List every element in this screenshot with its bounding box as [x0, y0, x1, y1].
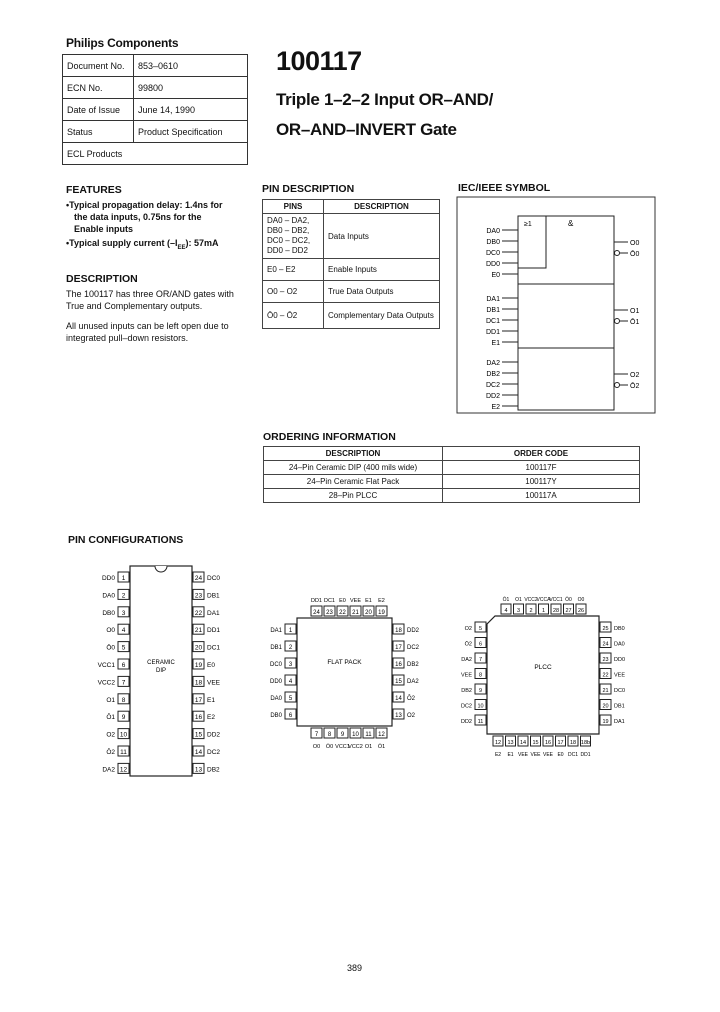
column-header: ORDER CODE	[443, 447, 640, 461]
pin-desc: Complementary Data Outputs	[324, 303, 440, 329]
ordering-heading: ORDERING INFORMATION	[263, 431, 396, 443]
plcc-pin-signal: E2	[494, 752, 502, 758]
iec-input-label: DD1	[485, 329, 500, 336]
iec-inversion-bubble	[615, 383, 620, 388]
plcc-pin-signal: VEE	[614, 672, 626, 679]
feature-line: the data inputs, 0.75ns for the	[74, 212, 202, 222]
plcc-pin-signal: DC0	[614, 688, 626, 694]
dip-pin-signal: DD2	[207, 731, 221, 739]
plcc-pin-signal: DA1	[614, 719, 625, 725]
iec-output-label: O0	[630, 240, 640, 247]
plcc-pin-number: 6	[478, 641, 483, 648]
flat-pin-number: 7	[314, 732, 319, 738]
title-line-2: OR–AND–INVERT Gate	[276, 120, 457, 139]
pin-name: O0 – O2	[263, 281, 324, 303]
iec-input-label: DD0	[485, 261, 500, 268]
dip-pin-signal: DA0	[102, 592, 115, 600]
flat-pin-signal: Ō1	[377, 744, 386, 750]
dip-pin-number: 9	[121, 714, 126, 722]
description-line: integrated pull–down resistors.	[66, 333, 189, 343]
dip-pin-number: 1	[121, 575, 126, 582]
dip-pin-signal: DD0	[101, 575, 115, 582]
info-value: 99800	[134, 77, 248, 99]
dip-pin-signal: O2	[106, 731, 115, 739]
flat-pin-signal: O1	[364, 744, 373, 750]
iec-output-label: O1	[630, 308, 640, 315]
plcc-pin-number: 8	[478, 672, 483, 679]
dip-pin-signal: VEE	[207, 679, 221, 687]
iec-output-label: O2	[630, 372, 640, 379]
dip-pin-number: 24	[194, 575, 203, 582]
plcc-pin-signal: DB0	[614, 626, 625, 632]
plcc-pin-signal: DC2	[460, 703, 472, 710]
iec-input-label: DC0	[485, 250, 500, 257]
plcc-pin-signal: DC1	[567, 752, 579, 758]
flat-pin-number: 12	[378, 732, 385, 738]
description-line: True and Complementary outputs.	[66, 301, 203, 311]
flat-pin-signal: VCC2	[348, 744, 363, 750]
flat-pin-number: 13	[395, 713, 402, 719]
flat-pin-signal: DD1	[310, 598, 323, 604]
pin-name: DB0 – DB2,	[267, 226, 310, 235]
plcc-label: PLCC	[534, 664, 552, 671]
description-body	[66, 288, 234, 344]
dip-pin-number: 16	[194, 714, 203, 722]
plcc-pin-number: 12	[494, 740, 502, 746]
order-code: 100117F	[443, 461, 640, 475]
plcc-pin-number: 9	[478, 688, 483, 694]
pin-desc: Data Inputs	[324, 214, 440, 259]
description-heading: DESCRIPTION	[66, 273, 138, 285]
plcc-pin-number: 25	[602, 626, 609, 632]
info-value: 853–0610	[134, 55, 248, 77]
pin-desc: True Data Outputs	[324, 281, 440, 303]
flat-pin-number: 17	[395, 645, 402, 651]
dip-pin-signal: E1	[207, 696, 215, 704]
dip-pin-signal: DC2	[207, 749, 221, 756]
plcc-pin-signal: DD2	[460, 719, 472, 725]
feature-line	[66, 237, 223, 254]
dip-pin-signal: DA1	[207, 609, 220, 617]
flat-pin-number: 21	[352, 610, 359, 616]
flat-pin-number: 8	[327, 732, 332, 738]
plcc-pin-number: 7	[478, 657, 483, 663]
flat-pin-signal: DA1	[270, 628, 282, 634]
dip-pin-signal: DA2	[102, 766, 115, 774]
dip-pin-signal: Ō0	[106, 644, 115, 652]
flat-pin-signal: DD2	[407, 628, 420, 634]
pin-desc: Enable Inputs	[324, 259, 440, 281]
flat-pin-number: 10	[352, 732, 359, 738]
iec-symbol-diagram	[456, 196, 656, 414]
dip-pin-number: 22	[194, 609, 203, 617]
pin-name: DA0 – DA2,	[267, 216, 310, 225]
plcc-pin-number: 18b	[580, 740, 591, 746]
plcc-pin-signal: O0	[577, 597, 585, 603]
dip-pin-number: 10	[119, 731, 128, 739]
dip-pin-number: 12	[119, 766, 128, 774]
flat-pin-signal: E2	[378, 598, 385, 604]
dip-pin-signal: DC0	[207, 575, 221, 582]
order-code: 100117Y	[443, 475, 640, 489]
flat-pin-number: 14	[395, 696, 402, 702]
flat-pin-number: 1	[288, 628, 293, 634]
plcc-pin-signal: DD0	[614, 657, 626, 663]
column-header: PINS	[263, 200, 324, 214]
iec-section-box	[518, 348, 614, 410]
dip-pin-number: 14	[194, 749, 203, 756]
iec-input-label: E2	[491, 404, 500, 411]
flat-pin-signal: O0	[312, 744, 321, 750]
dip-pin-number: 13	[194, 766, 203, 774]
iec-or-label: ≥1	[524, 221, 532, 228]
iec-input-label: DB2	[486, 371, 500, 378]
flatpack-package-diagram	[255, 588, 430, 758]
plcc-pin-signal: VCCA	[536, 597, 551, 603]
info-product-line: ECL Products	[63, 143, 248, 165]
flat-pin-number: 19	[378, 610, 385, 616]
dip-pin-number: 21	[194, 627, 203, 635]
plcc-pin-signal: VEE	[530, 752, 541, 758]
flat-pin-number: 16	[395, 662, 402, 668]
feature-text: ): 57mA	[185, 238, 219, 248]
flat-pin-signal: VCC1	[335, 744, 350, 750]
dip-pin-signal: E2	[207, 714, 215, 722]
dip-label: DIP	[155, 668, 167, 674]
iec-inversion-bubble	[615, 251, 620, 256]
plcc-pin-signal: VCC2	[524, 597, 538, 603]
iec-input-label: DA1	[486, 296, 500, 303]
features-list	[66, 199, 223, 254]
dip-pin-signal: DB0	[102, 609, 115, 617]
dip-pin-number: 6	[121, 662, 126, 669]
pin-name: DD0 – DD2	[267, 246, 308, 255]
plcc-pin-number: 24	[602, 641, 609, 648]
plcc-pin-number: 2	[529, 608, 533, 614]
flat-pin-number: 23	[326, 610, 333, 616]
flat-pin-signal: DB1	[270, 645, 282, 651]
pin-description-heading: PIN DESCRIPTION	[262, 183, 355, 195]
plcc-pin-number: 21	[602, 688, 609, 694]
table-row	[263, 214, 440, 259]
features-heading: FEATURES	[66, 184, 122, 196]
flat-pin-signal: E1	[365, 598, 372, 604]
plcc-pin-number: 20	[602, 703, 609, 710]
flat-pin-signal: DA2	[407, 679, 419, 685]
flat-pin-number: 18	[395, 628, 402, 634]
page-number: 389	[347, 963, 363, 973]
feature-line: Enable inputs	[74, 224, 134, 234]
table-row	[63, 99, 248, 121]
iec-inversion-bubble	[615, 319, 620, 324]
iec-section-box	[518, 216, 614, 284]
feature-sub: EE	[177, 244, 186, 251]
dip-pin-number: 5	[121, 644, 126, 652]
dip-pin-signal: O0	[106, 627, 115, 635]
iec-output-label: Ō1	[630, 319, 640, 326]
table-row	[63, 55, 248, 77]
plcc-pin-number: 1	[541, 608, 546, 614]
dip-pin-signal: Ō2	[106, 749, 115, 756]
plcc-pin-signal: E0	[557, 752, 564, 758]
plcc-pin-number: 17	[557, 740, 564, 746]
info-value: June 14, 1990	[134, 99, 248, 121]
flat-pin-number: 22	[339, 610, 346, 616]
dip-pin-number: 7	[121, 679, 126, 687]
plcc-pin-number: 26	[577, 608, 585, 614]
dip-pin-number: 4	[121, 627, 126, 635]
table-row	[264, 461, 640, 475]
iec-heading: IEC/IEEE SYMBOL	[458, 182, 551, 194]
iec-input-label: DB0	[486, 239, 500, 246]
dip-pin-signal: DC1	[207, 644, 221, 652]
dip-pin-number: 8	[121, 696, 126, 704]
flat-pin-signal: Ō0	[325, 744, 334, 750]
iec-input-label: DA0	[486, 228, 500, 235]
plcc-pin-signal: VCC1	[549, 597, 563, 603]
iec-input-label: E0	[491, 272, 500, 279]
iec-input-label: DC1	[485, 318, 500, 325]
table-row	[264, 489, 640, 503]
plcc-pin-number: 23	[602, 657, 609, 663]
plcc-pin-number: 10	[477, 703, 484, 710]
plcc-pin-number: 28	[552, 608, 560, 614]
dip-pin-number: 15	[194, 731, 203, 739]
flat-body	[297, 618, 392, 726]
document-info-table	[62, 54, 248, 165]
plcc-pin-number: 3	[516, 608, 521, 614]
iec-input-label: DD2	[485, 393, 500, 400]
flat-pin-signal: O2	[407, 713, 416, 719]
flat-pin-signal: DC1	[323, 598, 336, 604]
dip-pin-signal: E0	[207, 662, 215, 669]
plcc-package-diagram	[445, 584, 640, 766]
dip-pin-number: 20	[194, 644, 203, 652]
dip-pin-signal: DB1	[207, 592, 220, 600]
flat-pin-signal: DC0	[269, 662, 282, 668]
table-row	[264, 475, 640, 489]
info-key: Document No.	[63, 55, 134, 77]
plcc-pin-signal: DA2	[461, 657, 472, 663]
dip-label: CERAMIC	[147, 660, 175, 666]
flat-pin-signal: DD0	[269, 679, 282, 685]
plcc-pin-signal: VEE	[542, 752, 554, 758]
plcc-pin-signal: VEE	[460, 672, 472, 679]
plcc-pin-signal: O2	[464, 626, 472, 632]
ordering-table	[263, 446, 640, 503]
table-row	[63, 143, 248, 165]
dip-pin-number: 17	[194, 696, 203, 704]
dip-pin-signal: DD1	[207, 627, 221, 635]
description-line: The 100117 has three OR/AND gates with	[66, 289, 234, 299]
dip-package-diagram	[86, 560, 236, 780]
flat-pin-signal: E0	[339, 598, 346, 604]
plcc-pin-signal: VEE	[517, 752, 529, 758]
plcc-pin-signal: O1	[515, 597, 522, 603]
flat-pin-number: 9	[340, 732, 345, 738]
dip-pin-number: 2	[121, 592, 126, 600]
iec-input-label: DA2	[486, 360, 500, 367]
flat-pin-number: 15	[395, 679, 402, 685]
iec-or-box	[518, 216, 546, 268]
order-code: 100117A	[443, 489, 640, 503]
order-desc: 24–Pin Ceramic Flat Pack	[264, 475, 443, 489]
flat-pin-number: 4	[288, 679, 293, 685]
description-line: All unused inputs can be left open due to	[66, 321, 229, 331]
plcc-pin-number: 15	[532, 740, 539, 746]
iec-input-label: DB1	[486, 307, 500, 314]
flat-pin-signal: DA0	[270, 696, 282, 702]
plcc-pin-number: 13	[507, 740, 514, 746]
dip-pin-signal: VCC1	[97, 662, 115, 669]
table-row	[63, 77, 248, 99]
plcc-pin-signal: Ō2	[464, 641, 472, 648]
plcc-pin-signal: Ō1	[502, 597, 510, 603]
table-row	[263, 281, 440, 303]
pin-description-table	[262, 199, 440, 329]
plcc-pin-number: 5	[478, 626, 483, 632]
plcc-pin-signal: DA0	[614, 641, 625, 648]
dip-pin-number: 23	[194, 592, 203, 600]
plcc-pin-number: 19	[602, 719, 609, 725]
info-key: ECN No.	[63, 77, 134, 99]
plcc-body	[487, 616, 599, 734]
dip-pin-number: 19	[194, 662, 203, 669]
pin-name: E0 – E2	[263, 259, 324, 281]
info-key: Date of Issue	[63, 99, 134, 121]
dip-notch	[155, 566, 167, 572]
flat-pin-number: 20	[365, 610, 372, 616]
plcc-pin-number: 11	[477, 719, 484, 725]
flat-pin-signal: Ō2	[407, 696, 416, 702]
iec-output-label: Ō2	[630, 383, 640, 390]
plcc-pin-number: 27	[565, 608, 572, 614]
flat-pin-signal: DB0	[270, 713, 282, 719]
order-desc: 24–Pin Ceramic DIP (400 mils wide)	[264, 461, 443, 475]
pin-name: DC0 – DC2,	[267, 236, 311, 245]
order-desc: 28–Pin PLCC	[264, 489, 443, 503]
table-row	[63, 121, 248, 143]
table-header-row	[263, 200, 440, 214]
table-header-row	[264, 447, 640, 461]
iec-and-label: &	[568, 219, 574, 228]
flat-pin-number: 24	[313, 610, 320, 616]
flat-pin-signal: VEE	[349, 598, 362, 604]
plcc-pin-number: 14	[519, 740, 527, 746]
dip-pin-signal: O1	[106, 696, 115, 704]
plcc-pin-signal: E1	[507, 752, 514, 758]
flat-pin-number: 5	[288, 696, 293, 702]
iec-output-label: Ō0	[630, 251, 640, 258]
plcc-pin-signal: DD1	[580, 752, 591, 758]
plcc-pin-number: 4	[504, 608, 508, 614]
table-row	[263, 259, 440, 281]
flat-pin-signal: DB2	[407, 662, 419, 668]
title-line-1: Triple 1–2–2 Input OR–AND/	[276, 90, 494, 109]
flat-pin-number: 11	[365, 732, 372, 738]
dip-pin-signal: VCC2	[97, 679, 115, 687]
column-header: DESCRIPTION	[324, 200, 440, 214]
flat-pin-number: 2	[288, 645, 293, 651]
plcc-pin-signal: DB2	[461, 688, 472, 694]
pin-config-heading: PIN CONFIGURATIONS	[68, 534, 184, 546]
pin-name: Ō0 – Ō2	[263, 303, 324, 329]
table-row	[263, 303, 440, 329]
feature-line: •Typical propagation delay: 1.4ns for	[66, 200, 223, 210]
plcc-pin-number: 18	[569, 740, 577, 746]
plcc-pin-signal: Ō0	[565, 597, 572, 603]
iec-input-label: E1	[491, 340, 500, 347]
dip-pin-signal: DB2	[207, 766, 220, 774]
iec-section-box	[518, 284, 614, 348]
flat-label: FLAT PACK	[327, 659, 362, 666]
flat-pin-number: 3	[288, 662, 293, 668]
dip-pin-number: 3	[121, 609, 126, 617]
part-number: 100117	[276, 46, 362, 76]
plcc-pin-number: 22	[602, 672, 609, 679]
info-value: Product Specification	[134, 121, 248, 143]
flat-pin-number: 6	[288, 713, 293, 719]
dip-pin-number: 11	[120, 749, 127, 756]
plcc-pin-number: 16	[544, 740, 552, 746]
info-key: Status	[63, 121, 134, 143]
dip-pin-signal: Ō1	[106, 714, 115, 722]
plcc-pin-signal: DB1	[614, 703, 625, 710]
flat-pin-signal: DC2	[407, 645, 420, 651]
iec-input-label: DC2	[485, 382, 500, 389]
pin-cell	[263, 214, 324, 259]
dip-pin-number: 18	[194, 679, 203, 687]
column-header: DESCRIPTION	[264, 447, 443, 461]
feature-text: •Typical supply current (–I	[66, 238, 178, 248]
company-name: Philips Components	[66, 36, 179, 50]
